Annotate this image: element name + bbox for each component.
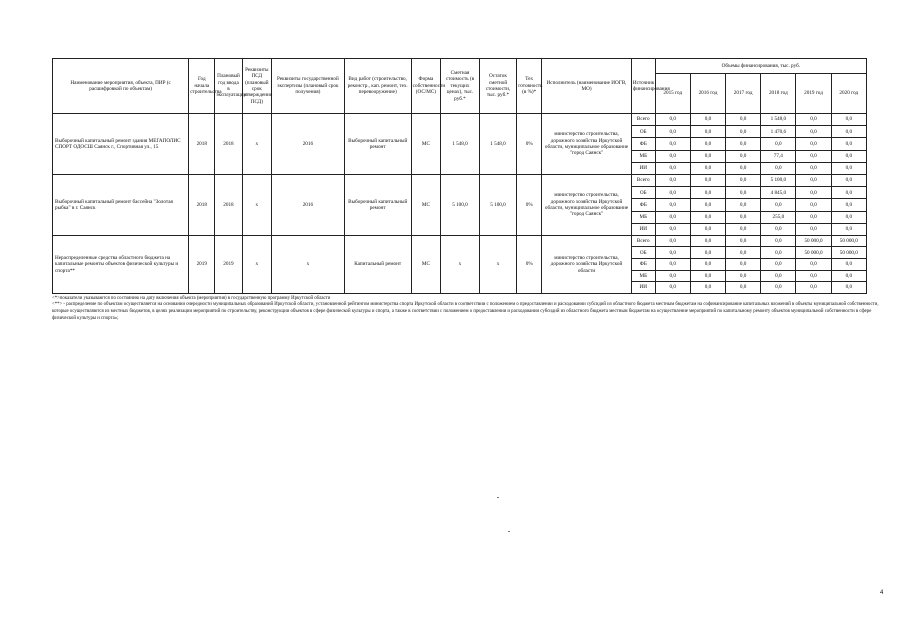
- amount-cell: 0,0: [831, 199, 866, 211]
- amount-cell: 0,0: [655, 270, 690, 282]
- amount-cell: 0,0: [761, 162, 796, 174]
- executor-cell: министерство строительства, дорожного хозяйства Иркутской области: [542, 235, 632, 293]
- tech-readiness-cell: 0%: [517, 235, 542, 293]
- amount-cell: 0,0: [831, 150, 866, 162]
- amount-cell: 0,0: [690, 162, 725, 174]
- header-start-year: Год начала строительства: [189, 59, 215, 114]
- amount-cell: 0,0: [831, 174, 866, 186]
- amount-cell: 0,0: [726, 114, 761, 126]
- amount-cell: 4 845,0: [761, 187, 796, 199]
- work-type-cell: Выборочный капитальный ремонт: [344, 114, 411, 175]
- estimated-cost-cell: х: [441, 235, 480, 293]
- amount-cell: 0,0: [690, 270, 725, 282]
- amount-cell: 1 548,0: [761, 114, 796, 126]
- amount-cell: 0,0: [726, 199, 761, 211]
- amount-cell: 77,4: [761, 150, 796, 162]
- object-name-cell: Выборочный капитальный ремонт здания МЕГАПОЛИС СПОРТ ОДОСШ Саянск г., Спортивная ул., 15: [53, 114, 189, 175]
- amount-cell: 0,0: [726, 187, 761, 199]
- amount-cell: 0,0: [690, 126, 725, 138]
- header-year: 2016 год: [690, 74, 725, 114]
- header-expertise: Реквизиты государственной экспертизы (плановый срок получения): [272, 59, 345, 114]
- amount-cell: 0,0: [761, 259, 796, 271]
- amount-cell: 0,0: [655, 247, 690, 259]
- work-type-cell: Выборочный капитальный ремонт: [344, 174, 411, 235]
- amount-cell: 0,0: [796, 150, 831, 162]
- amount-cell: 0,0: [831, 187, 866, 199]
- amount-cell: 0,0: [831, 223, 866, 235]
- ownership-cell: МС: [411, 174, 441, 235]
- remaining-cost-cell: х: [479, 235, 516, 293]
- amount-cell: 0,0: [726, 150, 761, 162]
- amount-cell: 0,0: [831, 270, 866, 282]
- amount-cell: 0,0: [690, 150, 725, 162]
- amount-cell: 0,0: [655, 235, 690, 247]
- amount-cell: 0,0: [655, 187, 690, 199]
- amount-cell: 0,0: [831, 259, 866, 271]
- plan-year-cell: 2019: [215, 235, 242, 293]
- amount-cell: 0,0: [726, 223, 761, 235]
- amount-cell: 0,0: [655, 162, 690, 174]
- amount-cell: 0,0: [690, 187, 725, 199]
- source-cell: ОБ: [631, 126, 655, 138]
- amount-cell: 0,0: [655, 223, 690, 235]
- scan-speck: [508, 531, 510, 532]
- amount-cell: 0,0: [690, 114, 725, 126]
- amount-cell: 0,0: [796, 282, 831, 294]
- amount-cell: 0,0: [761, 270, 796, 282]
- amount-cell: 0,0: [796, 162, 831, 174]
- header-year: 2018 год: [761, 74, 796, 114]
- amount-cell: 0,0: [690, 211, 725, 223]
- amount-cell: 0,0: [796, 270, 831, 282]
- footnotes: [52, 296, 882, 322]
- source-cell: ФБ: [631, 199, 655, 211]
- table-body: [53, 114, 867, 294]
- amount-cell: 0,0: [761, 247, 796, 259]
- source-cell: ОБ: [631, 247, 655, 259]
- amount-cell: 0,0: [831, 162, 866, 174]
- amount-cell: 0,0: [796, 223, 831, 235]
- amount-cell: 0,0: [796, 187, 831, 199]
- amount-cell: 255,0: [761, 211, 796, 223]
- header-ownership: Форма собственности (ОС/МС): [411, 59, 441, 114]
- psd-cell: х: [242, 235, 272, 293]
- source-cell: Всего: [631, 174, 655, 186]
- table-row: [53, 114, 867, 126]
- page-number: 4: [880, 590, 884, 596]
- remaining-cost-cell: 1 548,0: [479, 114, 516, 175]
- amount-cell: 0,0: [831, 282, 866, 294]
- amount-cell: 0,0: [831, 114, 866, 126]
- amount-cell: 0,0: [655, 174, 690, 186]
- psd-cell: х: [242, 114, 272, 175]
- amount-cell: 50 000,0: [831, 235, 866, 247]
- scan-speck: [497, 497, 499, 498]
- source-cell: МБ: [631, 270, 655, 282]
- amount-cell: 0,0: [796, 211, 831, 223]
- source-cell: ФБ: [631, 138, 655, 150]
- amount-cell: 0,0: [796, 138, 831, 150]
- tech-readiness-cell: 0%: [517, 114, 542, 175]
- work-type-cell: Капитальный ремонт: [344, 235, 411, 293]
- header-financing: Объемы финансирования, тыс. руб.: [655, 59, 866, 74]
- object-name-cell: Нераспределенные средства областного бюджета на капитальные ремонты объектов физической культуры и спорта**: [53, 235, 189, 293]
- amount-cell: 0,0: [796, 259, 831, 271]
- footnote-2: <**> - распределение по объектам осуществляется на основании очередности муниципальных образований Иркутской области, установленной рейтингом министерства спорта Иркутской области в соответствии с положением о предоставлении и расходовании субсидий из областного бюджета местным бюджетам на софинансирование капитальных вложений в объекты муниципальной собственности, которые осуществляются из местных бюджетов, в целях реализации мероприятий по строительству, реконструкции объектов в сфере физической культуры и спорта, а также в соответствии с положением о предоставлении и расходовании субсидий из областного бюджета местным бюджетам на осуществление мероприятий по капитальному ремонту объектов муниципальной собственности в сфере физической культуры и спорта»;: [52, 302, 879, 321]
- amount-cell: 0,0: [831, 138, 866, 150]
- ownership-cell: МС: [411, 114, 441, 175]
- header-estimated-cost: Сметная стоимость (в текущих ценах), тыс. руб.*: [441, 59, 480, 114]
- header-year: 2015 год: [655, 74, 690, 114]
- document-sheet: [52, 58, 879, 322]
- amount-cell: 0,0: [726, 174, 761, 186]
- header-plan-year: Плановый год ввода в эксплуатацию: [215, 59, 242, 114]
- source-cell: Всего: [631, 114, 655, 126]
- amount-cell: 0,0: [655, 138, 690, 150]
- amount-cell: 0,0: [796, 199, 831, 211]
- source-cell: ОБ: [631, 187, 655, 199]
- amount-cell: 0,0: [726, 259, 761, 271]
- table-row: [53, 174, 867, 186]
- header-work-type: Вид работ (строительство, реконстр., кап. ремонт, тех. перевооружение): [344, 59, 411, 114]
- amount-cell: 0,0: [726, 211, 761, 223]
- plan-year-cell: 2018: [215, 174, 242, 235]
- amount-cell: 0,0: [761, 235, 796, 247]
- amount-cell: 0,0: [761, 282, 796, 294]
- amount-cell: 0,0: [655, 126, 690, 138]
- header-name: Наименование мероприятия, объекта, ПИР (с расшифровкой по объектам): [53, 59, 189, 114]
- estimated-cost-cell: 1 548,0: [441, 114, 480, 175]
- amount-cell: 5 100,0: [761, 174, 796, 186]
- header-executor: Исполнитель (наименование ИОГВ, МО): [542, 59, 632, 114]
- header-year: 2017 год: [726, 74, 761, 114]
- amount-cell: 0,0: [726, 126, 761, 138]
- amount-cell: 0,0: [761, 199, 796, 211]
- header-psd: Реквизиты ПСД (плановый срок утверждения ПСД): [242, 59, 272, 114]
- source-cell: Всего: [631, 235, 655, 247]
- amount-cell: 0,0: [690, 259, 725, 271]
- amount-cell: 0,0: [655, 282, 690, 294]
- amount-cell: 0,0: [655, 199, 690, 211]
- amount-cell: 0,0: [761, 138, 796, 150]
- amount-cell: 0,0: [726, 162, 761, 174]
- amount-cell: 0,0: [831, 126, 866, 138]
- footnote-1: <*>показатели указываются по состоянию на дату включения объекта (мероприятия) в государственную программу Иркутской области: [52, 295, 331, 301]
- amount-cell: 0,0: [690, 199, 725, 211]
- amount-cell: 0,0: [655, 150, 690, 162]
- expertise-cell: 2016: [272, 174, 345, 235]
- expertise-cell: 2016: [272, 114, 345, 175]
- source-cell: ИИ: [631, 223, 655, 235]
- header-year: 2019 год: [796, 74, 831, 114]
- amount-cell: 0,0: [726, 235, 761, 247]
- amount-cell: 1 470,6: [761, 126, 796, 138]
- source-cell: МБ: [631, 211, 655, 223]
- start-year-cell: 2019: [189, 235, 215, 293]
- amount-cell: 0,0: [655, 211, 690, 223]
- plan-year-cell: 2018: [215, 114, 242, 175]
- amount-cell: 0,0: [761, 223, 796, 235]
- header-tech-readiness: Тех готовность (в %)*: [517, 59, 542, 114]
- source-cell: ИИ: [631, 162, 655, 174]
- table-row: [53, 235, 867, 247]
- amount-cell: 0,0: [796, 114, 831, 126]
- header-remaining-cost: Остаток сметной стоимости, тыс. руб.*: [479, 59, 516, 114]
- source-cell: ИИ: [631, 282, 655, 294]
- amount-cell: 0,0: [690, 138, 725, 150]
- header-source: Источник финансирования: [631, 59, 655, 114]
- estimated-cost-cell: 5 100,0: [441, 174, 480, 235]
- amount-cell: 0,0: [796, 126, 831, 138]
- amount-cell: 50 000,0: [796, 247, 831, 259]
- ownership-cell: МС: [411, 235, 441, 293]
- amount-cell: 0,0: [726, 138, 761, 150]
- financing-table: [52, 58, 867, 294]
- amount-cell: 50 000,0: [831, 247, 866, 259]
- executor-cell: министерство строительства, дорожного хозяйства Иркутской области, муниципальное образование "город Саянск": [542, 174, 632, 235]
- amount-cell: 0,0: [690, 282, 725, 294]
- amount-cell: 0,0: [726, 270, 761, 282]
- header-year: 2020 год: [831, 74, 866, 114]
- amount-cell: 0,0: [726, 282, 761, 294]
- amount-cell: 0,0: [690, 223, 725, 235]
- amount-cell: 0,0: [690, 235, 725, 247]
- object-name-cell: Выборочный капитальный ремонт бассейна "Золотая рыбка" в г. Саянск: [53, 174, 189, 235]
- amount-cell: 0,0: [690, 174, 725, 186]
- amount-cell: 0,0: [796, 174, 831, 186]
- start-year-cell: 2018: [189, 114, 215, 175]
- start-year-cell: 2018: [189, 174, 215, 235]
- amount-cell: 0,0: [831, 211, 866, 223]
- amount-cell: 0,0: [690, 247, 725, 259]
- psd-cell: х: [242, 174, 272, 235]
- amount-cell: 0,0: [655, 259, 690, 271]
- tech-readiness-cell: 0%: [517, 174, 542, 235]
- expertise-cell: х: [272, 235, 345, 293]
- source-cell: МБ: [631, 150, 655, 162]
- source-cell: ФБ: [631, 259, 655, 271]
- amount-cell: 0,0: [726, 247, 761, 259]
- remaining-cost-cell: 5 100,0: [479, 174, 516, 235]
- amount-cell: 0,0: [655, 114, 690, 126]
- executor-cell: министерство строительства, дорожного хозяйства Иркутской области, муниципальное образование "город Саянск": [542, 114, 632, 175]
- amount-cell: 50 000,0: [796, 235, 831, 247]
